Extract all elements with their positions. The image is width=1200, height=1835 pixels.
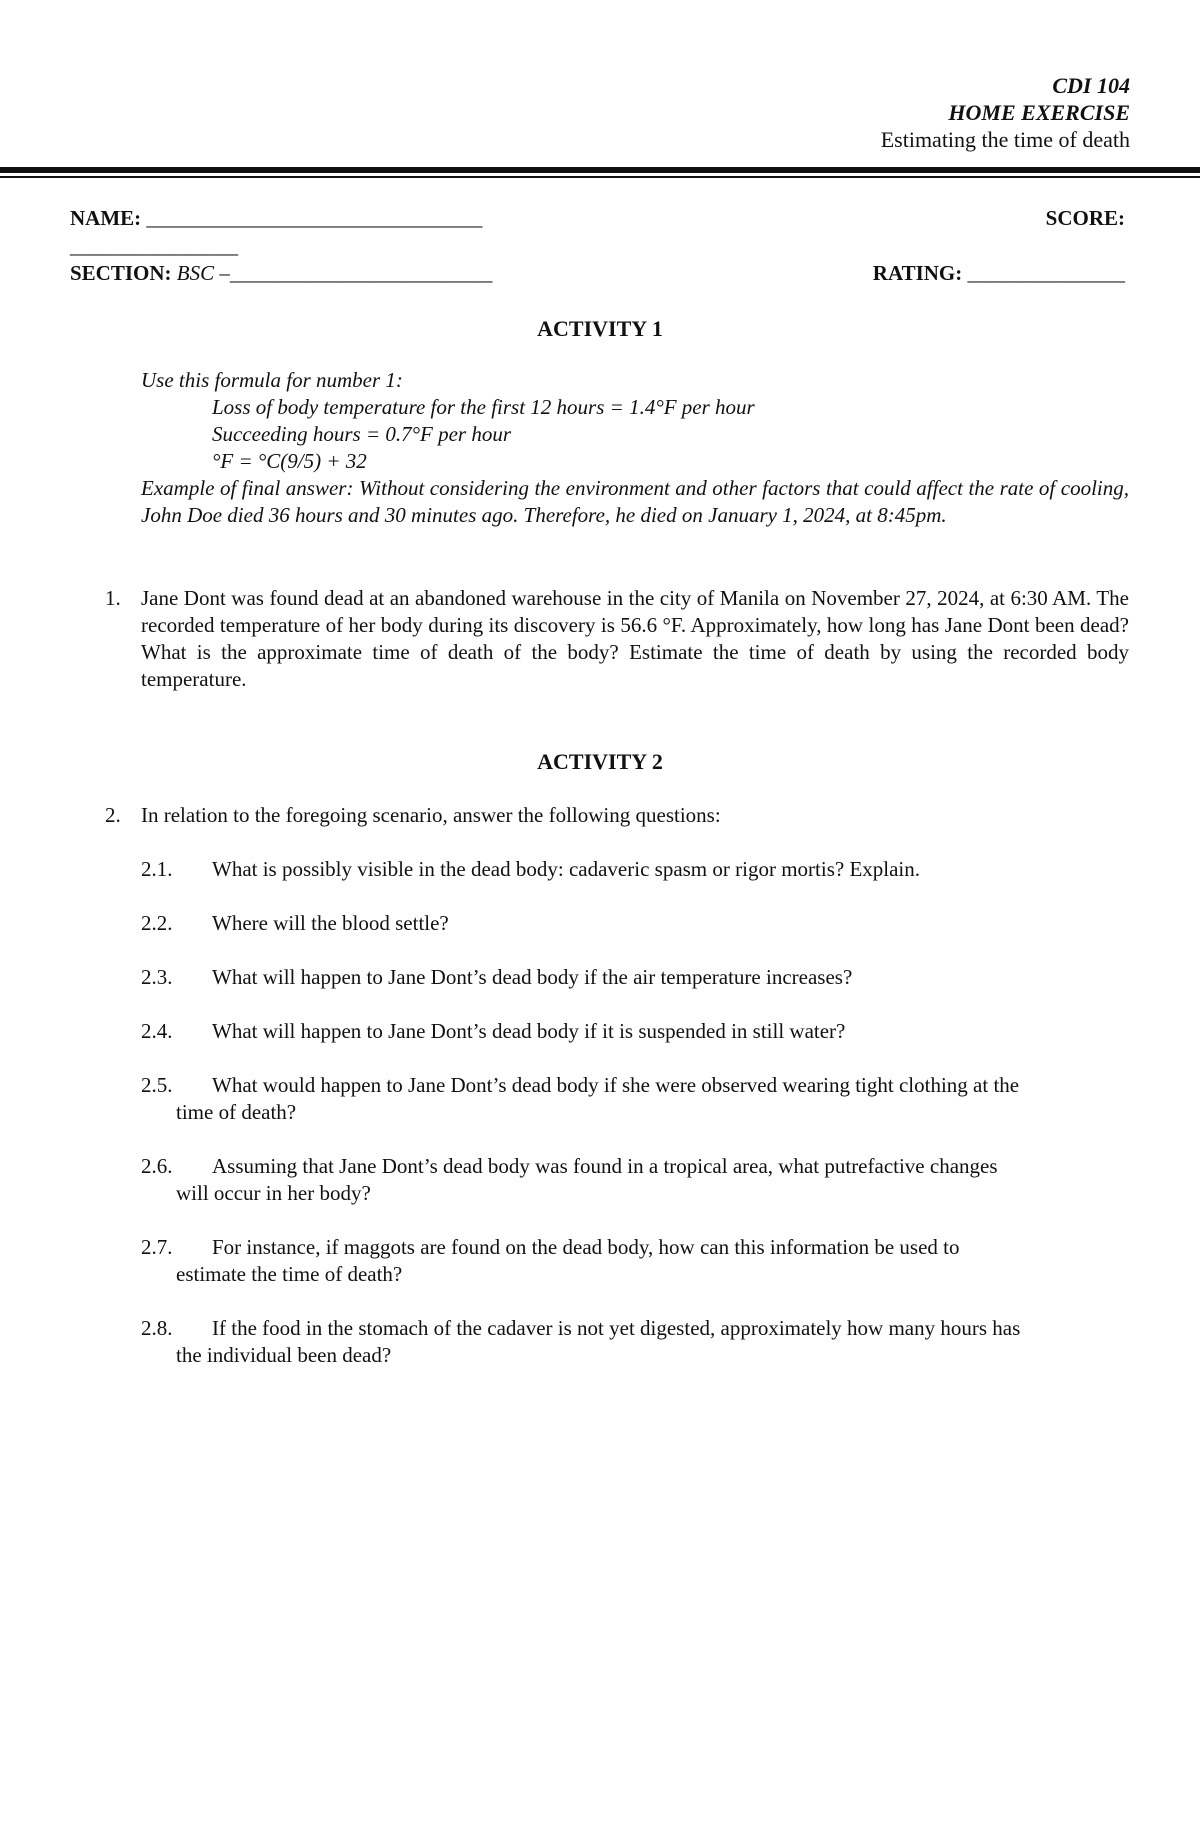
sub-question — [141, 964, 1129, 991]
question-2-number: 2. — [105, 803, 121, 827]
document-type: HOME EXERCISE — [948, 100, 1130, 125]
sub-question-number: 2.2. — [141, 911, 173, 935]
course-code: CDI 104 — [1052, 73, 1130, 98]
sub-question-text: What would happen to Jane Dont’s dead body if she were observed wearing tight clothing at the — [212, 1073, 1020, 1097]
header-divider-thick — [0, 167, 1200, 173]
name-label: NAME: — [70, 206, 142, 230]
formula-line: Loss of body temperature for the first 12 hours = 1.4°F per hour — [212, 395, 755, 419]
sub-question-number: 2.8. — [141, 1316, 173, 1340]
section-field — [70, 260, 492, 286]
sub-question-text: If the food in the stomach of the cadaver is not yet digested, approximately how many hours has — [212, 1316, 1021, 1340]
sub-question-number: 2.7. — [141, 1235, 173, 1259]
sub-question-number: 2.5. — [141, 1073, 173, 1097]
sub-question-continuation: estimate the time of death? — [176, 1262, 403, 1286]
sub-question-continuation: will occur in her body? — [176, 1181, 371, 1205]
question-2-text: In relation to the foregoing scenario, answer the following questions: — [141, 803, 721, 827]
sub-question-continuation: the individual been dead? — [176, 1343, 392, 1367]
question-1-text: Jane Dont was found dead at an abandoned warehouse in the city of Manila on November 27, 2024, at 6:30 AM. The recorded temperature of her body during its discovery is 56.6 °F. Approximately, how long has Jane Dont been dead? What is the approximate time of death of the body? Estimate the time of death by using the recorded body temperature. — [141, 586, 1129, 691]
activity-2-title: ACTIVITY 2 — [537, 749, 663, 774]
formula-intro: Use this formula for number 1: — [141, 368, 403, 392]
sub-question — [141, 1153, 1129, 1207]
name-field — [70, 205, 482, 231]
sub-question-number: 2.1. — [141, 857, 173, 881]
sub-question — [141, 1018, 1129, 1045]
section-label: SECTION: — [70, 261, 172, 285]
header-divider-thin — [0, 176, 1200, 178]
section-blank: _________________________ — [229, 261, 493, 285]
activity-1-title: ACTIVITY 1 — [537, 316, 663, 341]
rating-field — [873, 260, 1125, 286]
example-answer: Example of final answer: Without considering the environment and other factors that could affect the rate of cooling, John Doe died 36 hours and 30 minutes ago. Therefore, he died on January 1, 2024, at 8:45pm. — [141, 476, 1129, 527]
sub-question — [141, 856, 1129, 883]
section-prefix: BSC – — [176, 261, 230, 285]
sub-question — [141, 1315, 1129, 1369]
score-field — [1046, 205, 1125, 231]
sub-question-number: 2.6. — [141, 1154, 173, 1178]
sub-question — [141, 910, 1129, 937]
sub-question-continuation: time of death? — [176, 1100, 297, 1124]
score-blank: ________________ — [70, 234, 238, 258]
sub-question — [141, 1072, 1129, 1126]
sub-question-text: For instance, if maggots are found on the dead body, how can this information be used to — [212, 1235, 960, 1259]
name-blank: ________________________________ — [146, 206, 483, 230]
formula-line: Succeeding hours = 0.7°F per hour — [212, 422, 512, 446]
document-title: Estimating the time of death — [880, 127, 1130, 152]
rating-label: RATING: — [872, 261, 963, 285]
formula-line: °F = °C(9/5) + 32 — [212, 449, 367, 473]
sub-question-text: What will happen to Jane Dont’s dead body if it is suspended in still water? — [212, 1019, 846, 1043]
sub-question-text: What will happen to Jane Dont’s dead body if the air temperature increases? — [212, 965, 853, 989]
rating-blank: _______________ — [967, 261, 1125, 285]
sub-question-text: Where will the blood settle? — [212, 911, 449, 935]
sub-question-number: 2.3. — [141, 965, 173, 989]
sub-question-text: What is possibly visible in the dead body: cadaveric spasm or rigor mortis? Explain. — [212, 857, 921, 881]
sub-question-text: Assuming that Jane Dont’s dead body was found in a tropical area, what putrefactive changes — [212, 1154, 998, 1178]
score-label: SCORE: — [1045, 206, 1125, 230]
question-1-number: 1. — [105, 586, 121, 610]
sub-question-number: 2.4. — [141, 1019, 173, 1043]
sub-question — [141, 1234, 1129, 1288]
